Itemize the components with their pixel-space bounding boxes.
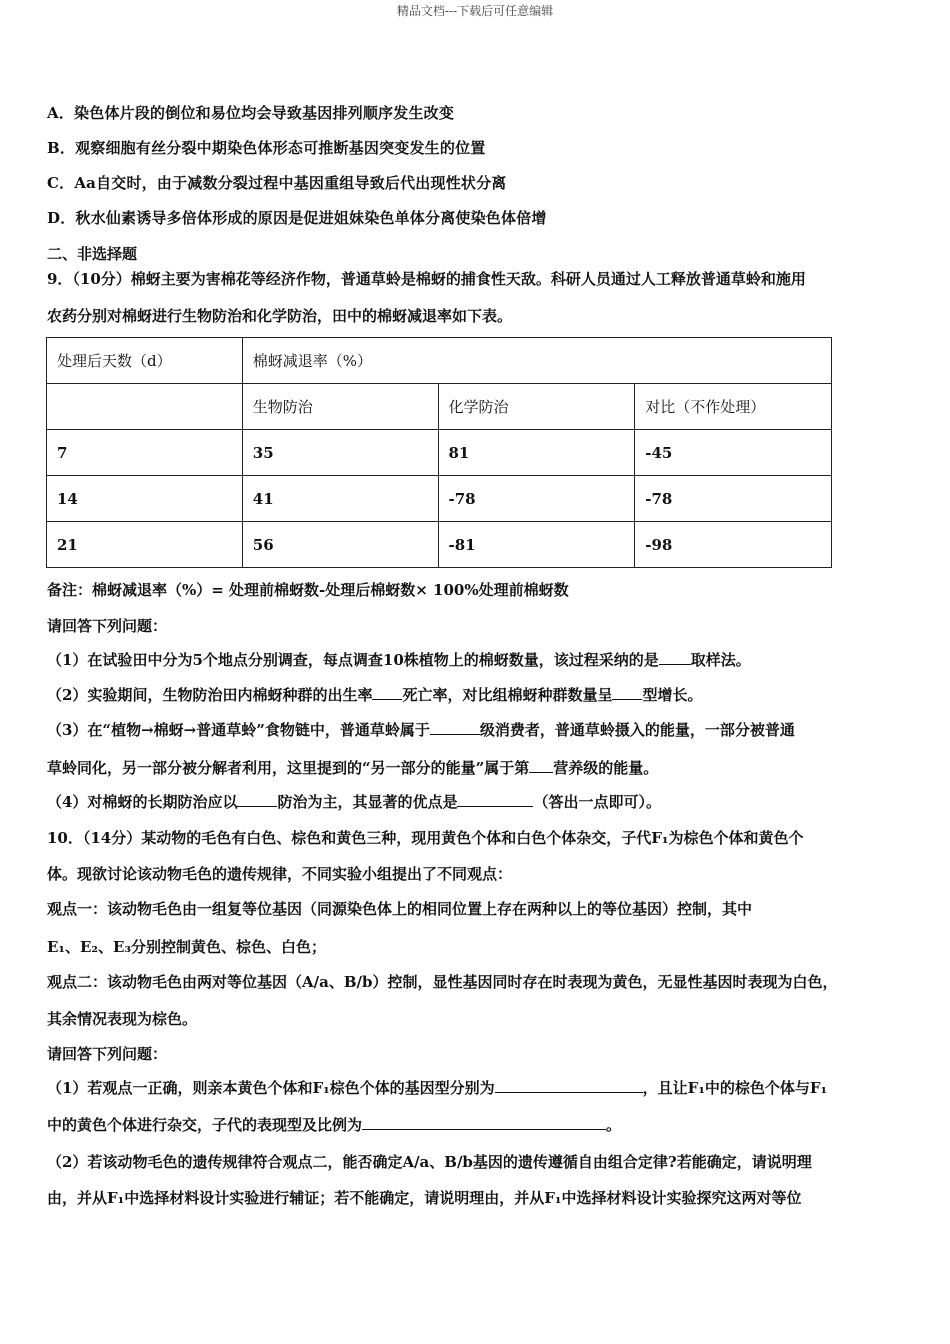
table-cell: 21 — [47, 522, 243, 568]
q9-part3-cont — [47, 758, 658, 778]
q10-line6: 其余情况表现为棕色。 — [47, 1010, 198, 1028]
q10-part1-cont — [47, 1115, 621, 1135]
q9-ask: 请回答下列问题： — [47, 617, 168, 635]
answer-blank[interactable] — [457, 792, 533, 807]
q10-line4: E₁、E₂、E₃分别控制黄色、棕色、白色； — [47, 938, 327, 956]
q10-part2: （2）若该动物毛色的遗传规律符合观点二，能否确定A/a、B/b基因的遗传遵循自由组合定律?若能确定，请说明理 — [47, 1153, 812, 1171]
q9-part4 — [47, 792, 661, 812]
q9-part3-text-cont: 草蛉同化，另一部分被分解者利用，这里提到的“另一部分的能量”属于第 — [47, 759, 530, 777]
table-row — [47, 430, 832, 476]
answer-blank[interactable] — [612, 685, 642, 700]
table-cell: 14 — [47, 476, 243, 522]
q9-part2 — [47, 685, 702, 705]
table-row — [47, 476, 832, 522]
table-cell: -78 — [635, 476, 832, 522]
q10-part1-text-cont: 中的黄色个体进行杂交，子代的表现型及比例为 — [47, 1116, 363, 1134]
q9-intro-line2: 农药分别对棉蚜进行生物防治和化学防治，田中的棉蚜减退率如下表。 — [47, 307, 513, 325]
table-cell: 56 — [242, 522, 438, 568]
q10-part1-text-end: 。 — [606, 1116, 622, 1134]
option-d: D．秋水仙素诱导多倍体形成的原因是促进姐妹染色单体分离使染色体倍增 — [47, 209, 547, 227]
table-cell: 81 — [438, 430, 635, 476]
table-cell: 41 — [242, 476, 438, 522]
q9-part1-text: （1）在试验田中分为5个地点分别调查，每点调查10株植物上的棉蚜数量，该过程采纳的是 — [47, 651, 659, 669]
table-cell — [47, 384, 243, 430]
q10-line1: 10．（14分）某动物的毛色有白色、棕色和黄色三种，现用黄色个体和白色个体杂交，子代F₁为棕色个体和黄色个 — [47, 829, 804, 847]
table-cell: -78 — [438, 476, 635, 522]
option-a: A．染色体片段的倒位和易位均会导致基因排列顺序发生改变 — [47, 104, 455, 122]
answer-blank[interactable] — [362, 1115, 606, 1130]
table-cell: 35 — [242, 430, 438, 476]
q9-part3 — [47, 720, 795, 740]
q9-part3-text-mid: 级消费者，普通草蛉摄入的能量，一部分被普通 — [479, 721, 795, 739]
q10-part2-cont: 由，并从F₁中选择材料设计实验进行辅证；若不能确定，请说明理由，并从F₁中选择材料设计实验探究这两对等位 — [47, 1189, 802, 1207]
table-subheader-chem: 化学防治 — [438, 384, 635, 430]
answer-blank[interactable] — [529, 758, 553, 773]
q9-part3-text: （3）在“植物→棉蚜→普通草蛉”食物链中，普通草蛉属于 — [47, 721, 430, 739]
q10-part1-text-mid: ，且让F₁中的棕色个体与F₁ — [642, 1079, 828, 1097]
q10-part1 — [47, 1078, 827, 1098]
q10-part1-text: （1）若观点一正确，则亲本黄色个体和F₁棕色个体的基因型分别为 — [47, 1079, 495, 1097]
q9-part2-text-mid: 死亡率，对比组棉蚜种群数量呈 — [402, 686, 613, 704]
table-cell: -81 — [438, 522, 635, 568]
table-subheader-bio: 生物防治 — [242, 384, 438, 430]
option-b: B．观察细胞有丝分裂中期染色体形态可推断基因突变发生的位置 — [47, 139, 486, 157]
answer-blank[interactable] — [372, 685, 402, 700]
answer-blank[interactable] — [237, 792, 277, 807]
table-cell: -45 — [635, 430, 832, 476]
section-heading: 二、非选择题 — [47, 245, 138, 263]
q9-part4-text: （4）对棉蚜的长期防治应以 — [47, 793, 238, 811]
table-header-rate: 棉蚜减退率（%） — [242, 338, 831, 384]
q10-line2: 体。现欲讨论该动物毛色的遗传规律，不同实验小组提出了不同观点： — [47, 865, 513, 883]
q9-part2-text: （2）实验期间，生物防治田内棉蚜种群的出生率 — [47, 686, 373, 704]
q9-part4-text-end: （答出一点即可）。 — [533, 793, 661, 811]
answer-blank[interactable] — [495, 1078, 643, 1093]
q9-part1-text-end: 取样法。 — [690, 651, 751, 669]
table-cell: 7 — [47, 430, 243, 476]
table-row — [47, 522, 832, 568]
option-c: C．Aa自交时，由于减数分裂过程中基因重组导致后代出现性状分离 — [47, 174, 507, 192]
q9-part1 — [47, 650, 751, 670]
answer-blank[interactable] — [430, 720, 480, 735]
q9-note: 备注：棉蚜减退率（%）= 处理前棉蚜数-处理后棉蚜数× 100%处理前棉蚜数 — [47, 581, 569, 599]
table-subheader-control: 对比（不作处理） — [635, 384, 832, 430]
q9-part3-text-end: 营养级的能量。 — [553, 759, 659, 777]
answer-blank[interactable] — [659, 650, 691, 665]
q9-part2-text-end: 型增长。 — [642, 686, 703, 704]
page-header: 精品文档---下载后可任意编辑 — [396, 4, 554, 18]
table-cell: -98 — [635, 522, 832, 568]
q10-line3: 观点一：该动物毛色由一组复等位基因（同源染色体上的相同位置上存在两种以上的等位基因）控制，其中 — [47, 900, 753, 918]
q10-ask: 请回答下列问题： — [47, 1045, 168, 1063]
q9-intro-line1: 9．（10分）棉蚜主要为害棉花等经济作物，普通草蛉是棉蚜的捕食性天敌。科研人员通过人工释放普通草蛉和施用 — [47, 270, 806, 288]
aphid-reduction-table — [46, 337, 832, 568]
table-header-days: 处理后天数（d） — [47, 338, 243, 384]
q10-line5: 观点二：该动物毛色由两对等位基因（A/a、B/b）控制，显性基因同时存在时表现为黄色，无显性基因时表现为白色， — [47, 973, 838, 991]
q9-part4-text-mid: 防治为主，其显著的优点是 — [277, 793, 458, 811]
